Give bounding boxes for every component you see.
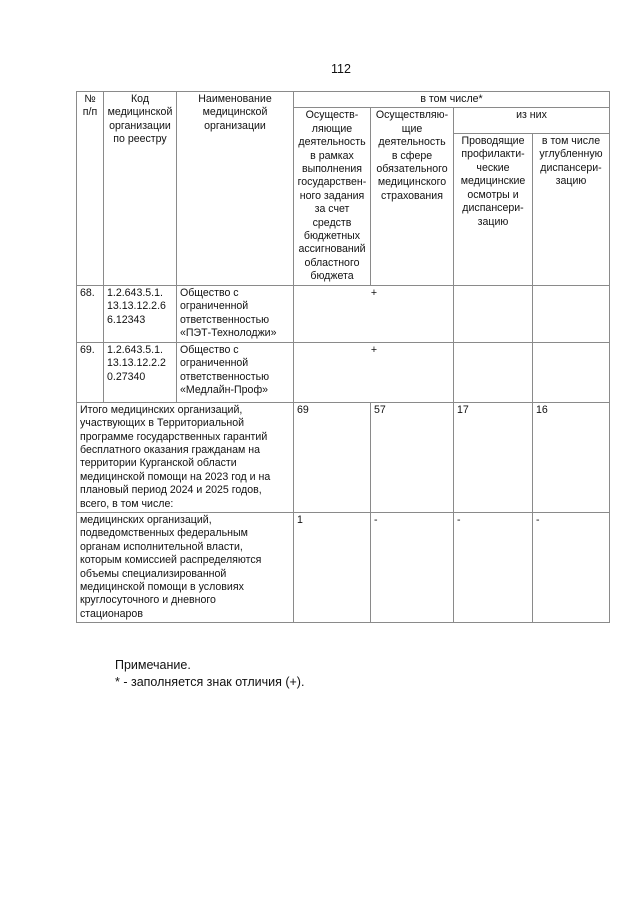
text-line: в рамках [310, 149, 354, 162]
text-line: ограниченной [180, 300, 249, 313]
text-line: объемы специализированной [80, 567, 227, 580]
text-line: медицинского [377, 176, 447, 189]
text-line: ческие [476, 161, 510, 174]
row-num: 69. [77, 342, 104, 402]
text-line: Общество с [180, 286, 239, 299]
text-line: бюджетных [303, 230, 361, 243]
text-line: организации [204, 119, 266, 132]
text-line: государствен- [297, 176, 367, 189]
text-line: 1.2.643.5.1. [107, 343, 163, 356]
header-name [177, 92, 294, 286]
text-line: бюджета [310, 270, 354, 283]
text-line: зацию [555, 175, 587, 188]
text-line: зацию [477, 215, 509, 228]
text-line: организации [109, 119, 171, 132]
text-line: № [84, 93, 96, 105]
total-prof: 17 [454, 402, 533, 512]
federal-oms: - [371, 512, 454, 622]
header-row-1 [77, 92, 610, 108]
text-line: Итого медицинских организаций, [80, 403, 243, 416]
federal-budget: 1 [294, 512, 371, 622]
text-line: 1.2.643.5.1. [107, 286, 163, 299]
text-line: Общество с [180, 343, 239, 356]
text-line: которым комиссией распределяются [80, 554, 262, 567]
note-text: * - заполняется знак отличия (+). [115, 675, 305, 689]
text-line: медицинской помощи в условиях [80, 580, 244, 593]
text-line: ассигнований [298, 243, 366, 256]
header-prof [454, 134, 533, 286]
text-line: «ПЭТ-Технолоджи» [180, 326, 277, 339]
text-line: медицинской [107, 106, 173, 119]
text-line: выполнения [301, 163, 363, 176]
text-line: обязательного [376, 163, 448, 176]
table-row [77, 285, 610, 342]
federal-deep: - [533, 512, 610, 622]
text-line: органам исполнительной власти, [80, 540, 243, 553]
text-line: 13.13.12.2.6 [107, 300, 166, 313]
total-budget: 69 [294, 402, 371, 512]
text-line: в сфере [391, 149, 433, 162]
text-line: за счет [314, 203, 350, 216]
row-deep [533, 342, 610, 402]
total-row [77, 402, 610, 512]
header-budget [294, 108, 371, 285]
text-line: областного [304, 256, 360, 269]
text-line: программе государственных гарантий [80, 430, 268, 443]
text-line: медицинской [202, 106, 268, 119]
text-line: Осуществ- [305, 109, 359, 122]
header-deep [533, 134, 610, 286]
federal-label [77, 512, 294, 622]
header-code [104, 92, 177, 286]
header-oms [371, 108, 454, 285]
organizations-table [76, 91, 610, 623]
text-line: территории Курганской области [80, 457, 237, 470]
text-line: медицинских организаций, [80, 513, 212, 526]
text-line: щие [401, 122, 423, 135]
text-line: профилакти- [461, 148, 525, 161]
text-line: ляющие [311, 122, 353, 135]
row-mark: + [294, 285, 454, 342]
federal-row [77, 512, 610, 622]
note-title: Примечание. [115, 658, 191, 672]
header-of-them: из них [454, 108, 610, 134]
text-line: ответственностью [180, 313, 270, 326]
row-code [104, 285, 177, 342]
text-line: Осуществляю- [375, 109, 449, 122]
text-line: медицинской помощи на 2023 год и на [80, 470, 271, 483]
row-prof [454, 342, 533, 402]
total-deep: 16 [533, 402, 610, 512]
text-line: диспансери- [462, 202, 524, 215]
total-oms: 57 [371, 402, 454, 512]
text-line: бесплатного оказания гражданам на [80, 443, 261, 456]
total-label [77, 402, 294, 512]
text-line: «Медлайн-Проф» [180, 383, 269, 396]
text-line: страхования [381, 189, 443, 202]
table-row [77, 342, 610, 402]
text-line: 13.13.12.2.2 [107, 357, 166, 370]
text-line: углубленную [539, 148, 603, 161]
text-line: ответственностью [180, 370, 270, 383]
federal-prof: - [454, 512, 533, 622]
text-line: диспансери- [540, 161, 602, 174]
row-mark: + [294, 342, 454, 402]
page-number: 112 [331, 62, 351, 76]
row-name [177, 342, 294, 402]
text-line: Проводящие [461, 135, 525, 148]
text-line: участвующих в Территориальной [80, 417, 245, 430]
text-line: стационаров [80, 607, 143, 620]
text-line: средств [312, 216, 352, 229]
text-line: Наименование [198, 93, 272, 105]
row-deep [533, 285, 610, 342]
row-name [177, 285, 294, 342]
text-line: Код [130, 93, 149, 105]
header-including: в том числе* [294, 92, 610, 108]
header-num [77, 92, 104, 286]
text-line: 6.12343 [107, 313, 146, 326]
text-line: деятельность [378, 136, 446, 149]
row-num: 68. [77, 285, 104, 342]
text-line: подведомственных федеральным [80, 527, 248, 540]
text-line: ограниченной [180, 357, 249, 370]
text-line: медицинские [460, 175, 526, 188]
text-line: круглосуточного и дневного [80, 594, 216, 607]
text-line: 0.27340 [107, 370, 146, 383]
text-line: всего, в том числе: [80, 497, 174, 510]
text-line: плановый период 2024 и 2025 годов, [80, 484, 262, 497]
text-line: п/п [82, 106, 98, 119]
text-line: ного задания [299, 189, 365, 202]
row-prof [454, 285, 533, 342]
text-line: деятельность [298, 136, 366, 149]
row-code [104, 342, 177, 402]
text-line: осмотры и [467, 188, 519, 201]
text-line: в том числе [541, 135, 601, 148]
text-line: по реестру [113, 133, 167, 146]
note [115, 657, 304, 691]
